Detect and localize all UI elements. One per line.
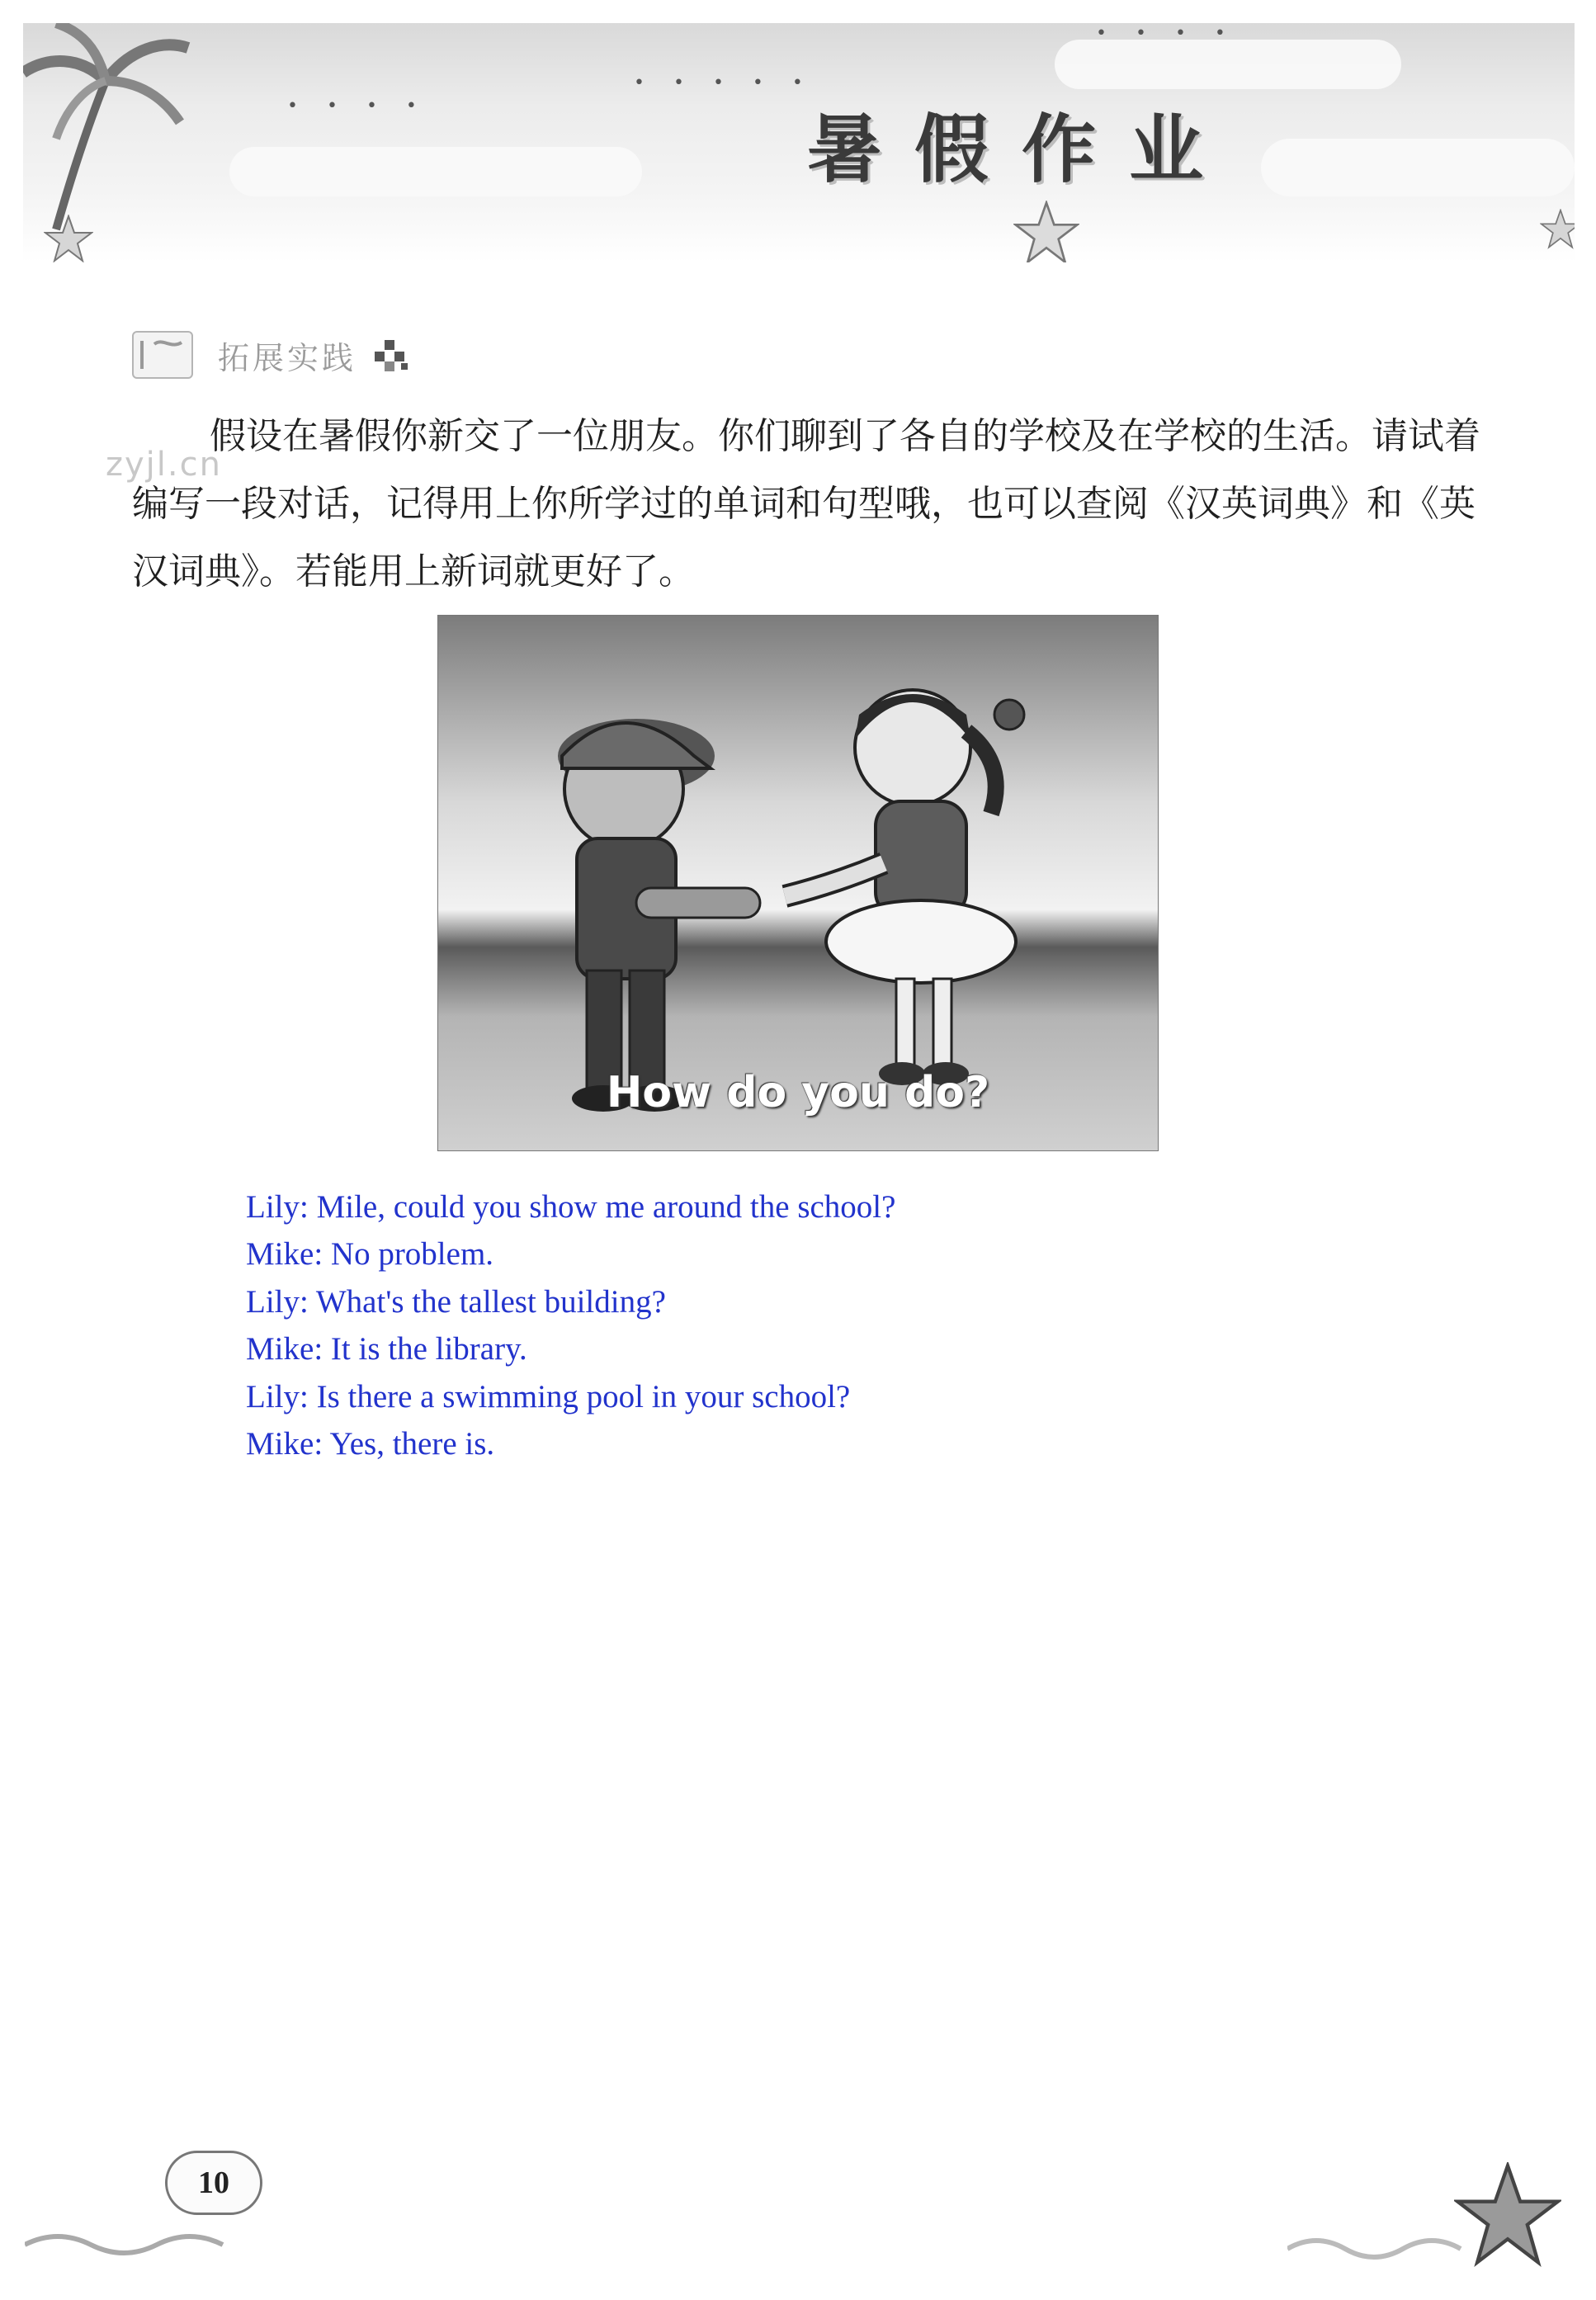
star-icon bbox=[44, 215, 93, 262]
page-number-badge bbox=[165, 2151, 262, 2215]
decorative-dots: • • • • bbox=[1096, 23, 1237, 44]
dialogue-line: Mike: Yes, there is. bbox=[246, 1426, 495, 1462]
dialogue-line: Lily: Is there a swimming pool in your school? bbox=[246, 1378, 851, 1414]
dialogue-line: Lily: What's the tallest building? bbox=[246, 1283, 666, 1320]
instructions-text: 假设在暑假你新交了一位朋友。你们聊到了各自的学校及在学校的生活。请试着编写一段对话，记得用上你所学过的单词和句型哦，也可以查阅《汉英词典》和《英汉词典》。若能用上新词就更好了。 bbox=[132, 415, 1480, 593]
starfish-icon bbox=[1454, 2162, 1561, 2269]
dialogue-line: Mike: No problem. bbox=[246, 1236, 494, 1273]
star-icon bbox=[1013, 201, 1079, 262]
watermark: zyjl.cn bbox=[106, 446, 222, 484]
header-banner bbox=[23, 23, 1575, 262]
palm-tree-icon bbox=[23, 23, 238, 238]
page-title: 暑假作业 bbox=[807, 106, 1236, 193]
illustration-caption: How do you do? bbox=[606, 1068, 990, 1117]
dialogue-line: Lily: Mile, could you show me around the school? bbox=[246, 1189, 896, 1225]
section-tag bbox=[132, 328, 462, 381]
wave-decoration-icon bbox=[25, 2220, 239, 2269]
wave-decoration-icon bbox=[1287, 2228, 1469, 2269]
page-number: 10 bbox=[198, 2165, 229, 2200]
decorative-dots: • • • • bbox=[287, 96, 428, 116]
decorative-dots: • • • • • bbox=[634, 73, 815, 93]
dialogue bbox=[246, 1183, 1319, 1467]
star-icon bbox=[1540, 209, 1575, 250]
dialogue-line: Mike: It is the library. bbox=[246, 1331, 527, 1367]
scroll-icon bbox=[132, 331, 193, 379]
squares-icon bbox=[371, 340, 409, 370]
illustration-image bbox=[437, 615, 1159, 1151]
section-label: 拓展实践 bbox=[218, 339, 357, 376]
